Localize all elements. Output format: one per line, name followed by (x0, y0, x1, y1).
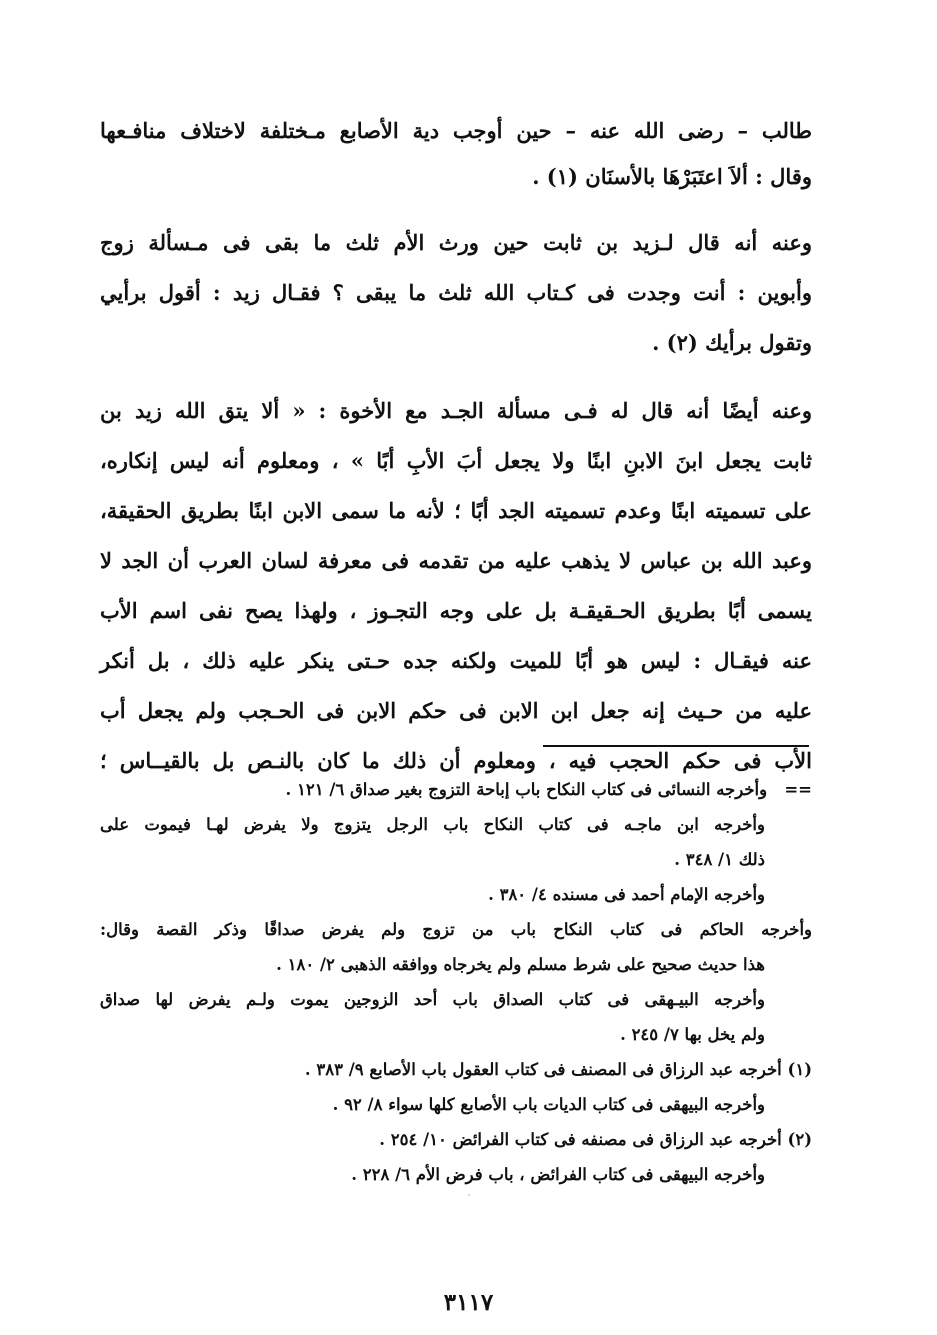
footnote-item (100, 877, 812, 912)
footnote-line: ولم يخل بها ٧/ ٢٤٥ . (620, 1025, 765, 1044)
footnote-line: وأخرجه البيهقى فى كتاب الديات باب الأصابع كلها سواء ٨/ ٩٢ . (332, 1095, 765, 1114)
footnote-text: وأخرجه النسائى فى كتاب النكاح باب إباحة التزوج بغير صداق ٦/ ١٢١ . (285, 780, 768, 799)
footnote-line: هذا حديث صحيح على شرط مسلم ولم يخرجاه ووافقه الذهبى ٢/ ١٨٠ . (276, 955, 765, 974)
text-line: وعنه أيضًا أنه قال له فـى مسألة الجـد مع الأخوة : « ألا يتق الله زيد بن (100, 398, 812, 423)
footnote-line: ذلك ١/ ٣٤٨ . (674, 850, 765, 869)
paragraph-1 (100, 108, 812, 200)
text-line: وقال : ألاَ اعتَبَرْهَا بالأسنَان (١) . (532, 164, 812, 189)
text-line: على تسميته ابنًا وعدم تسميته الجد أبًا ؛ لأنه ما سمى الابن ابنًا بطريق الحقيقة، (100, 498, 812, 523)
footnote-item (100, 1087, 812, 1122)
footnote-item (100, 1157, 812, 1192)
text-line: ثابت يجعل ابنَ الابنِ ابنًا ولا يجعل أبَ الأبِ أبًا » ، ومعلوم أنه ليس إنكاره، (100, 448, 812, 473)
footnote-item (100, 807, 812, 877)
footnote-line: وأخرجه الإمام أحمد فى مسنده ٤/ ٣٨٠ . (488, 885, 765, 904)
footnote-line: وأخرجه ابن ماجـه فى كتاب النكاح باب الرجل يتزوج ولا يفرض لهـا فيموت على (100, 815, 765, 834)
footnote-line: وأخرجه الحاكم فى كتاب النكاح باب من تزوج ولم يفرض صداقًا وذكر القصة وقال: (100, 920, 812, 939)
footnote-item (100, 1122, 812, 1157)
text-line: عنه فيقـال : ليس هو أبًا للميت ولكنه جده حـتى ينكر عليه ذلك ، بل أنكر (100, 648, 812, 673)
footnote-line: (١) أخرجه عبد الرزاق فى المصنف فى كتاب العقول باب الأصابع ٩/ ٣٨٣ . (304, 1060, 812, 1079)
text-line: عليه من حـيث إنه جعل ابن الابن فى حكم الابن فى الحـجب ولم يجعل أب (100, 698, 812, 723)
footnote-line: وأخرجه البيهقى فى كتاب الفرائض ، باب فرض الأم ٦/ ٢٢٨ . (351, 1165, 765, 1184)
main-text (100, 108, 812, 804)
continuation-marker: == (784, 780, 812, 799)
scan-speck (468, 1194, 470, 1196)
text-line: الأب فى حكم الحجب فيه ، ومعلوم أن ذلك ما كان بالنـص بل بالقيــاس ؛ (100, 748, 812, 773)
footnote-separator (543, 745, 809, 747)
text-line: وأبوين : أنت وجدت فى كـتاب الله ثلث ما يبقى ؟ فقـال زيد : أقول برأيي (100, 280, 812, 305)
paragraph-2 (100, 218, 812, 368)
footnote-item (100, 1052, 812, 1087)
footnotes (100, 772, 812, 1192)
text-line: يسمى أبًا بطريق الحـقيقـة بل على وجه التجـوز ، ولهذا يصح نفى اسم الأب (100, 598, 812, 623)
text-line: وعنه أنه قال لـزيد بن ثابت حين ورث الأم ثلث ما بقى فى مـسألة زوج (100, 230, 812, 255)
footnote-item (100, 982, 812, 1052)
text-line: وعبد الله بن عباس لا يذهب عليه من تقدمه فى معرفة لسان العرب أن الجد لا (100, 548, 812, 573)
footnote-line: (٢) أخرجه عبد الرزاق فى مصنفه فى كتاب الفرائض ١٠/ ٢٥٤ . (379, 1130, 812, 1149)
footnote-line: وأخرجه البيـهقى فى كتاب الصداق باب أحد الزوجين يموت ولـم يفرض لها صداق (100, 990, 765, 1009)
paragraph-3 (100, 386, 812, 786)
footnote-line (100, 772, 812, 807)
footnote-item (100, 772, 812, 807)
page-number: ٣١١٧ (443, 1289, 494, 1316)
text-line: وتقول برأيك (٢) . (652, 330, 812, 355)
footnote-item (100, 912, 812, 982)
text-line: طالب – رضى الله عنه – حين أوجب دية الأصابع مـختلفة لاختلاف منافـعها (100, 118, 812, 143)
